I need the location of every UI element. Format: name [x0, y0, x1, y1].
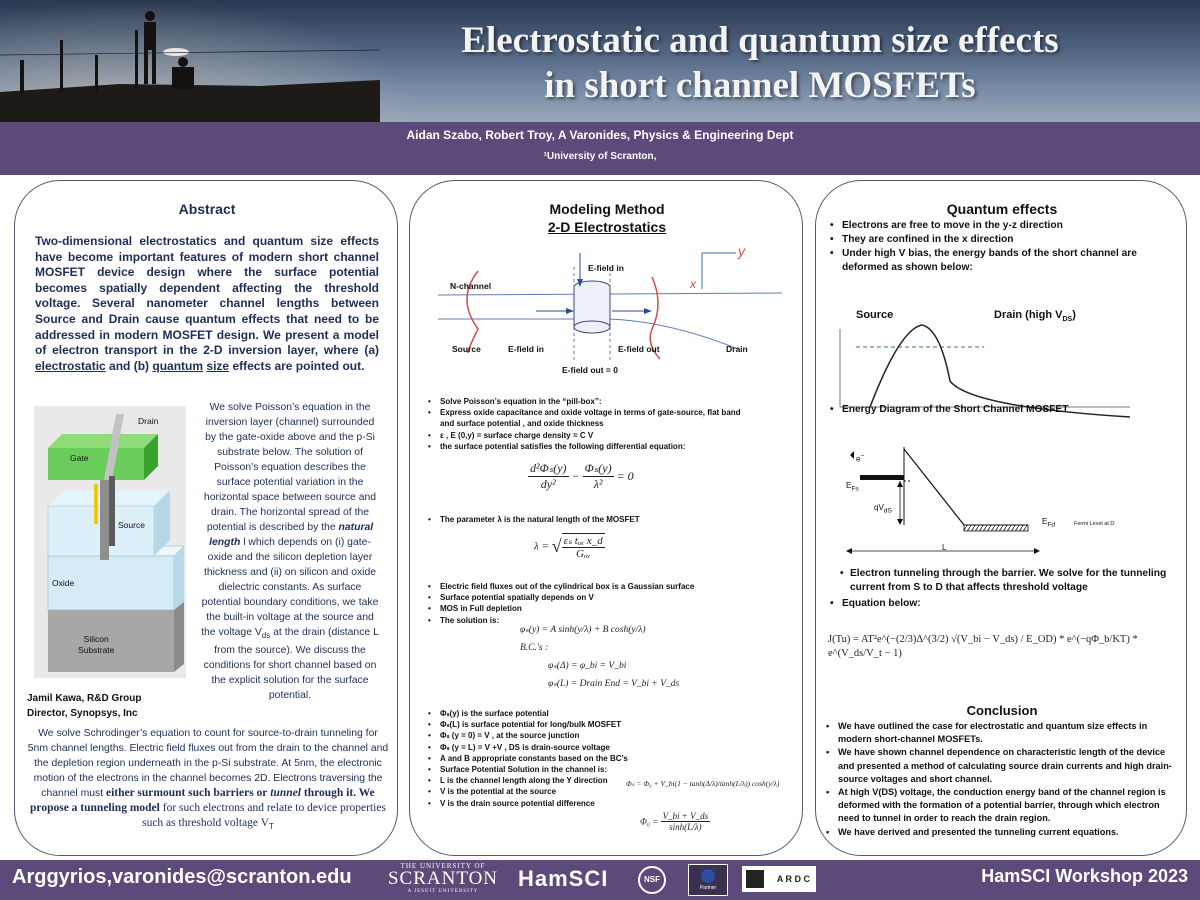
mm-bullet: • MOS in Full depletion — [428, 603, 768, 614]
scranton-sub: A JESUIT UNIVERSITY — [407, 889, 479, 894]
title-line-2: in short channel MOSFETs — [544, 65, 976, 106]
mm-bullet: • Φₛ (y = L) = V +V , DS is drain-source voltage — [428, 742, 638, 753]
device-substrate-label — [78, 634, 114, 656]
abstract-text — [35, 234, 379, 374]
eq3-line1: φₛ(y) = A sinh(y/λ) + B cosh(y/λ) — [520, 625, 646, 635]
abstract-and-b: and (b) — [109, 358, 150, 373]
eq2-den: Gₒₓ — [576, 548, 591, 560]
mm-bullet: • the surface potential satisfies the following differential equation: — [428, 441, 748, 452]
title-line-1: Electrostatic and quantum size effects — [461, 20, 1059, 61]
efield-in-label: E-field in — [508, 344, 544, 354]
qe-bullet: • They are confined in the x direction — [830, 233, 1170, 247]
modeling-subheading: 2-D Electrostatics — [547, 219, 667, 235]
poisson-text-post: at the drain (distance L from the source). We discuss the conditions for short channel based on the explicit solution for the surface potential. — [203, 627, 379, 702]
ed-qv-label — [874, 503, 892, 515]
nasa-partner-text: Partner — [699, 885, 717, 891]
y-axis-label: y — [738, 243, 745, 259]
mm-bullet: • A and B appropriate constants based on the BC’s — [428, 753, 638, 764]
eq1-den2: λ² — [593, 477, 603, 491]
mm-bullet: • V is the potential at the source — [428, 786, 638, 797]
eq3-line2: φₛ(Δ) = φ_bi = V_bi — [548, 661, 627, 671]
poster-title — [330, 18, 1190, 108]
mm-bullet: • Express oxide capacitance and oxide voltage in terms of gate-source, flat band and surface potential , and oxide thickness — [428, 407, 748, 429]
natural-length-term: natural length — [209, 522, 374, 548]
n-channel-label: N-channel — [450, 281, 492, 291]
conclusion-heading: Conclusion — [966, 703, 1038, 718]
quantum-panel — [815, 180, 1187, 856]
device-source-label: Source — [118, 520, 145, 530]
conclusion-bullet: • We have shown channel dependence on characteristic length of the device and presented a method of calculating source drain currents and high drain-source voltages and short channel. — [826, 746, 1178, 786]
device-drain-label: Drain — [138, 416, 159, 426]
ed-e: e — [856, 454, 861, 464]
schrodinger-text — [27, 726, 389, 834]
scranton-top: THE UNIVERSITY OF — [400, 862, 486, 870]
mm-bullet: • Surface Potential Solution in the channel is: — [428, 764, 638, 775]
x-axis-label: x — [690, 277, 696, 291]
contact-email: Arggyrios,varonides@scranton.edu — [12, 866, 352, 888]
eq5-lhs: Φ₀ = — [640, 816, 659, 827]
credit-name: Jamil Kawa, R&D Group — [27, 693, 142, 704]
credit-block — [27, 691, 141, 721]
ardc-mark-icon — [746, 870, 764, 888]
mosfet-device-figure — [34, 406, 186, 678]
abstract-end: effects are pointed out. — [232, 358, 365, 373]
ed-efs: E — [846, 481, 852, 490]
schro-text-post: for such electrons and relate to device properties such as threshold voltage V — [142, 802, 386, 829]
diagram-source-label: Source — [452, 344, 481, 354]
surface-potential-equation: Φₛ = Φ₀ + V_bi(1 − tanh(Δ/λ)/tanh(L/λ)) cosh(y/λ) — [626, 779, 780, 788]
eq1-frac2 — [583, 461, 614, 492]
ed-qv: qV — [874, 503, 884, 512]
eq1-rhs: = 0 — [616, 469, 634, 483]
qe-bullet: • Under high V bias, the energy bands of the short channel are deformed as shown below: — [830, 247, 1170, 275]
eq3-bc: B.C.'s : — [520, 643, 549, 653]
qe-bullet: • Energy Diagram of the Short Channel MOSFET — [830, 403, 1170, 417]
authors-line: Aidan Szabo, Robert Troy, A Varonides, Physics & Engineering Dept — [406, 128, 794, 142]
poisson-text — [200, 400, 380, 703]
ardc-text: A R D C — [776, 874, 810, 884]
schro-through: through it — [303, 787, 354, 799]
tunnel-bullet: • Electron tunneling through the barrier. We solve for the tunneling current from S to D that affects threshold voltage — [840, 567, 1170, 595]
schro-propose: . We propose a tunneling model — [30, 787, 375, 814]
device-gate-label: Gate — [70, 453, 89, 463]
hamsci-logo: HamSCI — [518, 866, 609, 891]
mm-bullet: • V is the drain source potential difference — [428, 798, 638, 809]
equation-bullet — [830, 597, 1170, 611]
vds-subscript: ds — [261, 631, 271, 641]
eq3-line3: φₛ(L) = Drain End = V_bi + V_ds — [548, 679, 680, 689]
schro-either: either surmount such barriers or — [105, 787, 268, 799]
mm-bullet: • Φₛ(L) is surface potential for long/bulk MOSFET — [428, 719, 638, 730]
abstract-heading: Abstract — [178, 201, 236, 217]
schro-tunnel: tunnel — [270, 787, 301, 799]
mm-bullet: • L is the channel length along the Y direction — [428, 775, 638, 786]
mm-bullet: • Surface potential spatially depends on V — [428, 592, 768, 603]
ed-efd: E — [1042, 517, 1048, 526]
abstract-panel — [14, 180, 398, 856]
pillbox-diagram — [438, 243, 782, 379]
conclusion-bullets — [826, 720, 1178, 839]
band-drain-sub: DS — [1062, 316, 1073, 324]
band-source-label: Source — [856, 309, 894, 321]
device-silicon-word: Silicon — [83, 634, 109, 644]
nasa-meatball-icon — [701, 869, 715, 883]
lambda-bullet — [428, 514, 768, 525]
ardc-logo — [742, 866, 816, 892]
device-oxide-label: Oxide — [52, 578, 75, 588]
band-drain-label: Drain (high $V_{DS}$) — [994, 309, 1076, 324]
eq2-lhs: λ = — [534, 540, 549, 553]
mm-bullet: • The parameter λ is the natural length of the MOSFET — [428, 514, 768, 525]
solution-bullets — [428, 581, 768, 626]
mm-bullet: • Electric field fluxes out of the cylindrical box is a Gaussian surface — [428, 581, 768, 592]
modeling-panel — [409, 180, 803, 856]
tunneling-current-equation: J(Tu) = AT²e^(−(2/3)Δ^(3/2) √(V_bi − V_ds) / E_OD) * e^(−qΦ_b/KT) * e^(V_ds/V_t − 1) — [828, 634, 1138, 659]
eq2-num: εₛ tₒₓ x_d — [563, 535, 603, 547]
mm-bullet: • ε , E (0,y) = surface charge density = C V — [428, 430, 748, 441]
ed-efd-label — [1042, 517, 1055, 529]
poisson-equation: $\frac{\text{d²Φₛ(y)}}{\text{dy²}}$ − $\frac{\text{Φₛ(y)}}{\text{λ²}}$ = 0 — [530, 461, 634, 491]
eq1-frac1 — [528, 461, 569, 492]
mm-bullet: • Solve Poisson’s equation in the “pill-box”: — [428, 396, 748, 407]
ed-efd-sub: Fd — [1047, 521, 1056, 529]
vt-subscript: T — [269, 822, 274, 832]
definition-bullets — [428, 708, 638, 809]
efield-in-top-label: E-field in — [588, 263, 624, 273]
eq5-num: V_bi + V_ds — [662, 811, 709, 821]
ed-efs-sub: Fs — [851, 485, 859, 493]
poisson-bullets — [428, 396, 748, 452]
eq5-den: sinh(L/λ) — [669, 822, 702, 832]
credit-title: Director, Synopsys, Inc — [27, 708, 138, 719]
mm-bullet: • The solution is: — [428, 615, 768, 626]
scranton-logo — [384, 862, 502, 895]
tunnel-bullet-text: Electron tunneling through the barrier. We solve for the tunneling current from S to D that affects threshold voltage — [850, 568, 1167, 593]
rooftop-silhouette-image — [0, 0, 380, 122]
modeling-heading: Modeling Method — [549, 201, 665, 217]
scranton-word: SCRANTON — [387, 868, 499, 889]
qe-bullet: • Electrons are free to move in the y-z direction — [830, 219, 1170, 233]
eq1-den1: dy² — [540, 477, 556, 491]
nsf-logo: NSF — [638, 866, 666, 894]
conclusion-bullet: • We have derived and presented the tunneling current equations. — [826, 826, 1178, 839]
eq2-frac — [562, 533, 605, 560]
energy-diagram — [838, 443, 1178, 563]
eq5-frac — [661, 811, 711, 832]
eq1-num1: d²Φₛ(y) — [530, 461, 567, 475]
efield-zero-label: E-field out = 0 — [562, 365, 618, 375]
abstract-body: Two-dimensional electrostatics and quantum size effects have become important features of modern short channel MOSFET device design where the surface potential becomes spatially dependent affecting the threshold voltage. Several nanometer channel lengths between Source and Drain cause quantum effects that need to be addressed in modern MOSFET design. We present a model of electron transport in the 2-D inversion layer, where (a) — [35, 234, 379, 358]
qe-bullet: • Equation below: — [830, 597, 1170, 611]
poster-header — [0, 0, 1200, 122]
quantum-bullets — [830, 219, 1170, 275]
affiliation-line: ¹University of Scranton, — [543, 151, 657, 162]
conclusion-bullet: • We have outlined the case for electrostatic and quantum size effects in modern short-channel MOSFETs. — [826, 720, 1178, 746]
schro-text-pre: We solve Schrodinger’s equation to count for source-to-drain tunneling for 5nm channel lengths. Electric field fluxes out from the drain to the channel and the depletion region underneath in the p-Si substrate. At 5nm, the electronic motion of the electrons in the channel becomes 2D. Electrons traversing the channel must — [27, 728, 389, 799]
ed-qv-sub: dS — [883, 507, 892, 515]
ed-electron-label: e− — [856, 453, 865, 464]
eq1-num2: Φₛ(y) — [584, 461, 612, 475]
solution-equations — [520, 621, 679, 693]
abstract-electrostatic: electrostatic — [35, 358, 106, 373]
quantum-heading: Quantum effects — [946, 201, 1058, 217]
nasa-partner-logo — [688, 864, 728, 896]
diagram-drain-label: Drain — [726, 344, 748, 354]
poisson-text-mid: l which depends on (i) gate-oxide and the silicon depletion layer thickness and (ii) on silicon and oxide dielectric constants. As surface potential boundary conditions, we take the built-in voltage at the source and the voltage V — [201, 537, 379, 638]
mm-bullet: • Φₛ (y = 0) = V , at the source junction — [428, 730, 638, 741]
abstract-size: size — [206, 358, 230, 373]
device-substrate-word: Substrate — [78, 645, 115, 655]
ed-length-label: L — [942, 543, 947, 552]
abstract-quantum: quantum — [152, 358, 204, 373]
conclusion-bullet: • At high V(DS) voltage, the conduction energy band of the channel region is deformed with the formation of a potential barrier, through which electron need to tunnel in order to reach the drain region. — [826, 786, 1178, 826]
workshop-label: HamSCI Workshop 2023 — [981, 866, 1188, 886]
mm-bullet: • Φₛ(y) is the surface potential — [428, 708, 638, 719]
poisson-text-pre: We solve Poisson’s equation in the inversion layer (channel) surrounded by the gate-oxide above and the p-Si substrate below. The solution of Poisson’s equation describes the surface potential variation in the horizontal space between source and drain. The horizontal spread of the potential is described by the — [203, 402, 377, 533]
ed-fermi-label: Fermi Level at D — [1074, 521, 1115, 527]
energy-bullet — [830, 403, 1170, 417]
band-drain-text: Drain (high V — [994, 309, 1063, 321]
lambda-equation: λ = √ $\frac{\text{εₛ tₒₓ x\_d}}{\text{Gₒₓ}}$ — [534, 535, 603, 560]
ed-efs-label — [846, 481, 859, 493]
phi0-equation — [640, 811, 710, 832]
efield-out-label: E-field out — [618, 344, 660, 354]
